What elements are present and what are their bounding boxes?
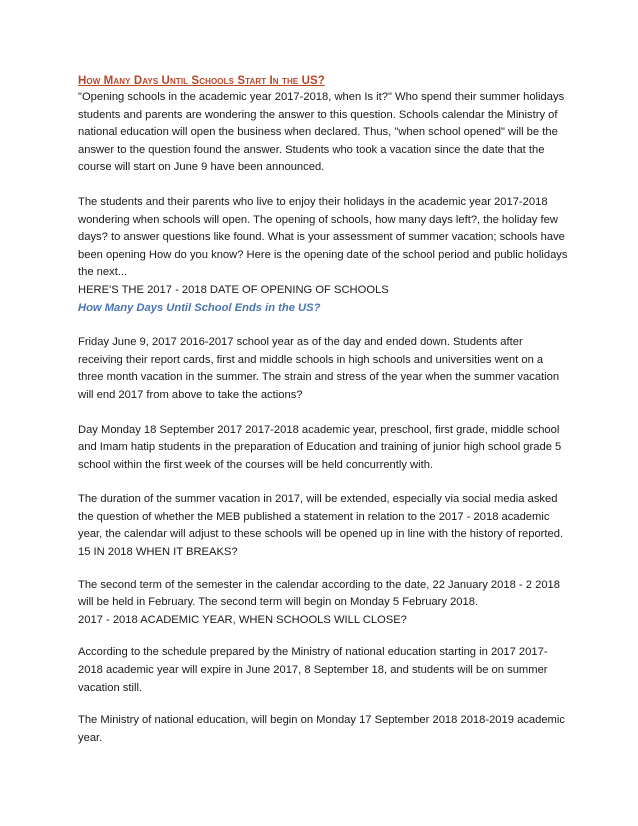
section-heading-breaks: 15 IN 2018 WHEN IT BREAKS? bbox=[78, 546, 238, 559]
subheading-school-ends: How Many Days Until School Ends in the US? bbox=[78, 301, 321, 314]
paragraph-intro: "Opening schools in the academic year 2017-2018, when Is it?" Who spend their summer holidays students and parents are wondering the answer to this question. Schools calendar the Ministry of national education will open the business when declared. Thus, "when school opened" will be the answer to the question found the answer. Students who took a vacation since the date that the course will start on June 9 have been announced. bbox=[78, 91, 565, 174]
paragraph-ministry-2018: The Ministry of national education, will begin on Monday 17 September 2018 2018-2019 academic year. bbox=[78, 714, 565, 744]
section-heading-opening-date: HERE'S THE 2017 - 2018 DATE OF OPENING OF SCHOOLS bbox=[78, 283, 389, 296]
paragraph-september-18: Day Monday 18 September 2017 2017-2018 academic year, preschool, first grade, middle school and Imam hatip students in the preparation of Education and training of junior high school grade 5 school within the first week of the courses will be held concurrently with. bbox=[78, 423, 562, 471]
paragraph-second-term: The second term of the semester in the calendar according to the date, 22 January 2018 - 2 2018 will be held in February. The second term will begin on Monday 5 February 2018. bbox=[78, 578, 560, 609]
document-title: How Many Days Until Schools Start In the US? bbox=[78, 75, 325, 87]
paragraph-schedule: According to the schedule prepared by the Ministry of national education starting in 2017 2017-2018 academic year will expire in June 2017, 8 September 18, and students will be on summer vacation still. bbox=[78, 646, 548, 694]
paragraph-summer-duration: The duration of the summer vacation in 2017, will be extended, especially via social media asked the question of whether the MEB published a statement in relation to the 2017 - 2018 academic year, the calendar will adjust to these schools will be opened up in line with the history of reported. bbox=[78, 493, 564, 541]
paragraph-june-9: Friday June 9, 2017 2016-2017 school year as of the day and ended down. Students after receiving their report cards, first and middle schools in high schools and universities went on a three month vacation in the summer. The strain and stress of the year when the summer vacation will end 2017 from above to take the actions? bbox=[78, 336, 560, 401]
document-page bbox=[78, 74, 568, 747]
section-heading-schools-close: 2017 - 2018 ACADEMIC YEAR, WHEN SCHOOLS WILL CLOSE? bbox=[78, 613, 407, 626]
paragraph-students-parents: The students and their parents who live to enjoy their holidays in the academic year 2017-2018 wondering when schools will open. The opening of schools, how many days left?, the holiday few days? to answer questions like found. What is your assessment of summer vacation; schools have been opening How do you know? Here is the opening date of the school period and public holidays the next... bbox=[78, 195, 568, 279]
